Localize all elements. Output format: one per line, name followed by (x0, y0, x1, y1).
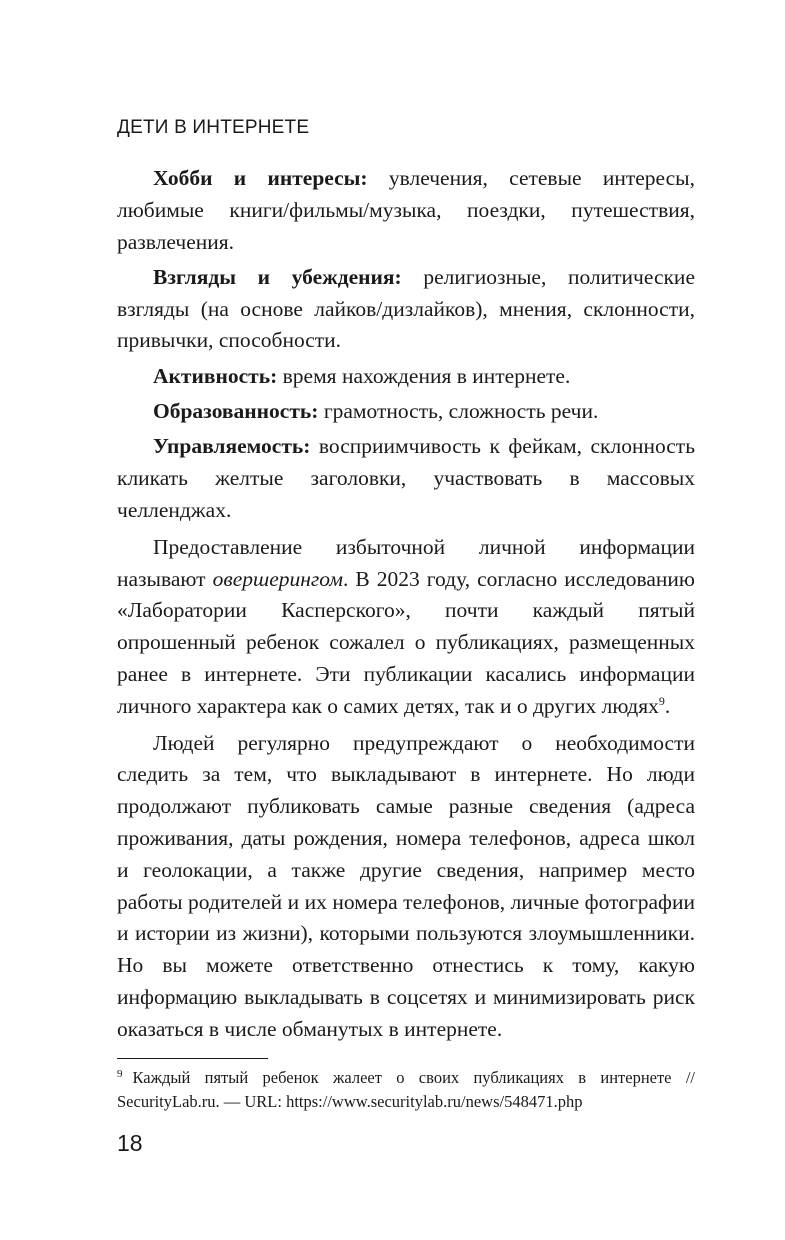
footnote-divider (117, 1058, 268, 1059)
footnote-line-2[interactable]: SecurityLab.ru. — URL: https://www.securitylab.ru/news/548471.php (117, 1092, 583, 1111)
paragraph-warning (117, 728, 695, 1046)
term-hobbies: Хобби и интересы: (153, 166, 368, 190)
term-education: Образованность: (153, 399, 319, 424)
text-activity: время нахождения в интернете. (277, 363, 571, 388)
text-oversharing-before: Предоставление избыточной личной информации называют (117, 534, 695, 591)
text-warning: Людей регулярно предупреждают о необходимости следить за тем, что выкладывают в интернете. Но люди продолжают публиковать самые разные сведения (адреса проживания, даты рождения, номера телефонов, адреса школ и геолокации, а также другие сведения, например место работы родителей и их номера телефонов, личные фотографии и истории из жизни), которыми пользуются злоумышленники. Но вы можете ответственно отнестись к тому, какую информацию выкладывать в соцсетях и минимизировать риск оказаться в числе обманутых в интернете. (117, 730, 695, 1041)
page-number: 18 (117, 1130, 143, 1156)
text-oversharing-after: . В 2023 году, согласно исследованию «Лаборатории Касперского», почти каждый пятый опрошенный ребенок сожалел о публикациях, размещенных ранее в интернете. Эти публикации касались информации личного характера как о самих детях, так и о других людях (117, 566, 695, 718)
paragraph-hobbies (117, 163, 695, 258)
text-oversharing-end: . (664, 693, 671, 718)
footnote-mark: 9 (117, 1067, 123, 1080)
text-education: грамотность, сложность речи. (318, 399, 599, 424)
text-controllability: восприимчивость к фейкам, склонность кликать желтые заголовки, участвовать в массовых челленджах. (117, 434, 695, 522)
oversharing-term: овершерингом (212, 566, 343, 591)
term-views: Взгляды и убеждения: (153, 264, 402, 289)
text-hobbies: увлечения, сетевые интересы, любимые книги/фильмы/музыка, поездки, путешествия, развлечения. (117, 166, 695, 254)
paragraph-education (117, 396, 695, 428)
paragraph-oversharing (117, 532, 695, 723)
running-head: ДЕТИ В ИНТЕРНЕТЕ (117, 117, 310, 138)
footnote (117, 1066, 695, 1114)
text-views: религиозные, политические взгляды (на основе лайков/дизлайков), мнения, склонности, привычки, способности. (117, 264, 695, 353)
footnote-line-1 (117, 1066, 695, 1090)
footnote-reference[interactable]: 9 (658, 693, 665, 708)
paragraph-controllability (117, 431, 695, 526)
paragraph-activity (117, 361, 695, 393)
term-controllability: Управляемость: (153, 434, 311, 459)
footnote-text-1: Каждый пятый ребенок жалеет о своих публикациях в интернете // (132, 1068, 695, 1087)
term-activity: Активность: (153, 363, 278, 388)
paragraph-views (117, 262, 695, 357)
body-text (117, 163, 695, 1049)
